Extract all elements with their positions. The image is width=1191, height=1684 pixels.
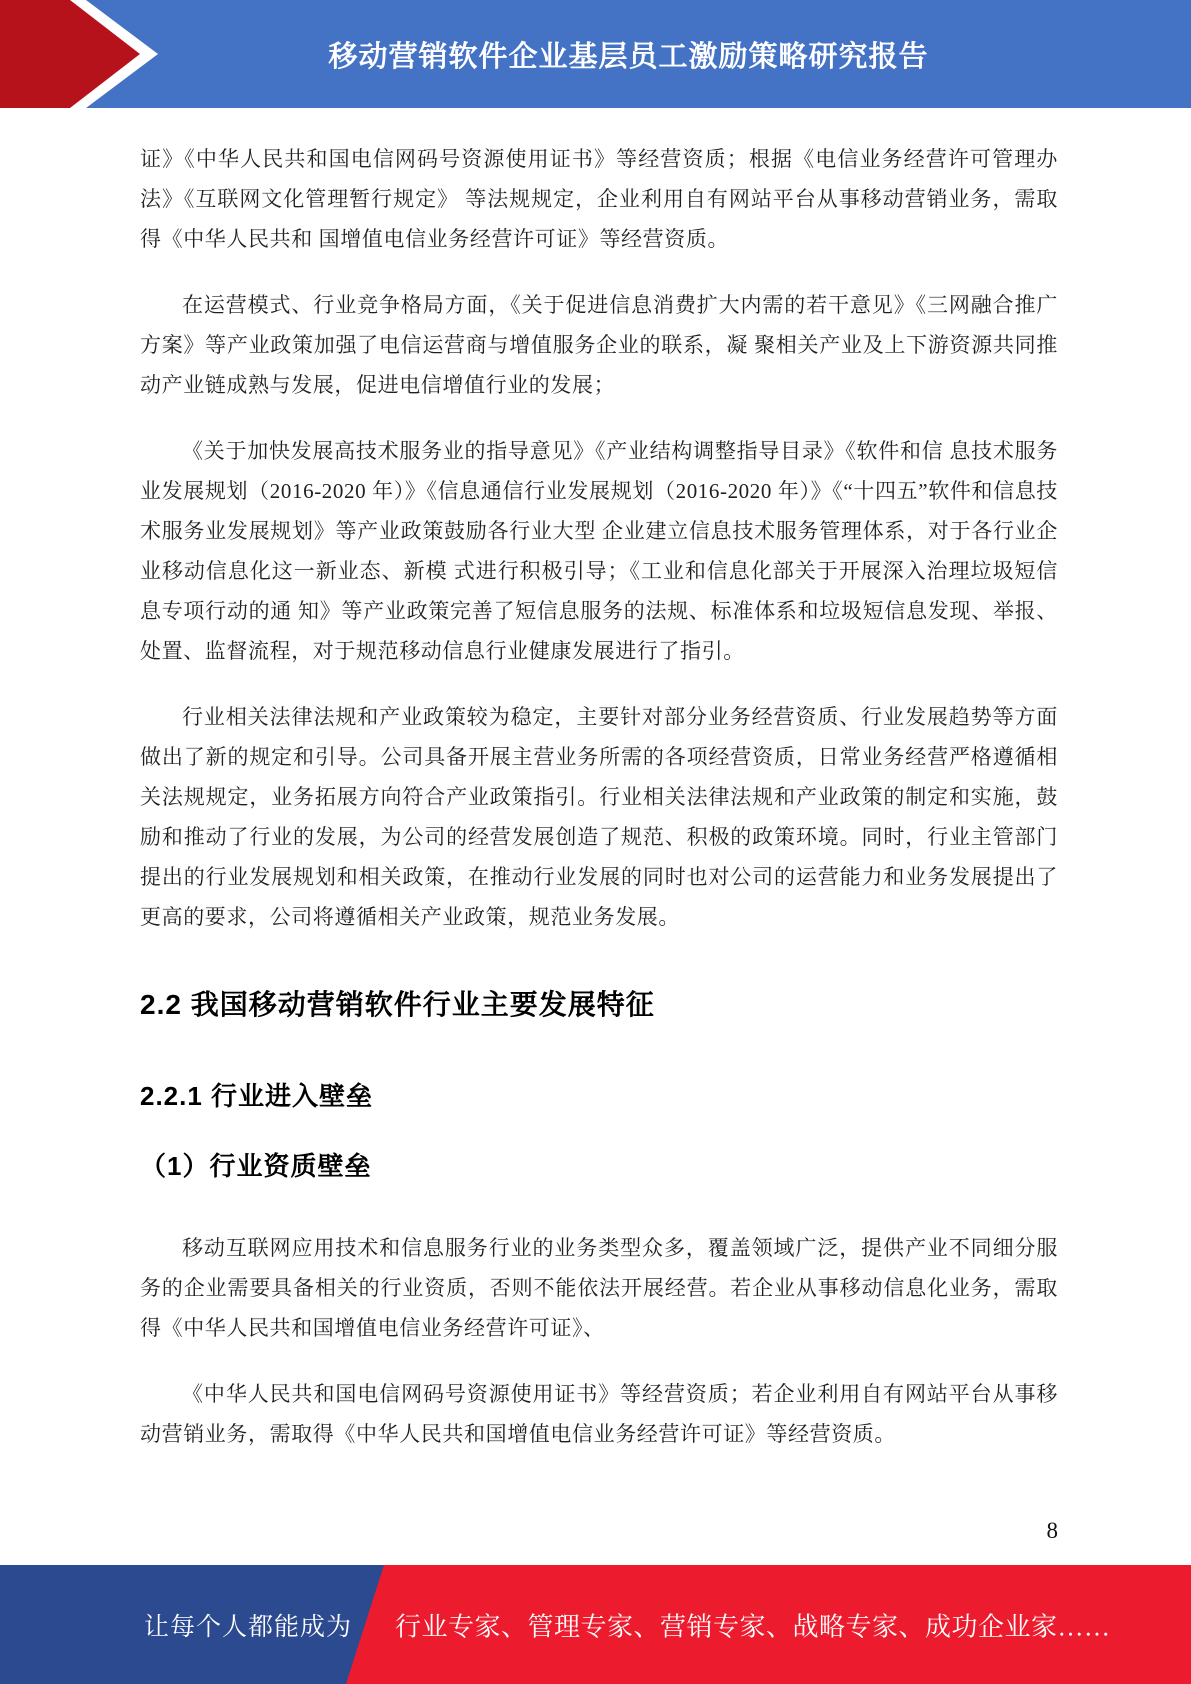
paragraph-mobile-internet-services: 移动互联网应用技术和信息服务行业的业务类型众多，覆盖领域广泛，提供产业不同细分服务的企业需要具备相关的行业资质，否则不能依法开展经营。若企业从事移动信息化业务，需取得《中华人民共和国增值电信业务经营许可证》、 — [140, 1236, 1058, 1340]
paragraph-operating-model: 在运营模式、行业竞争格局方面，《关于促进信息消费扩大内需的若干意见》《三网融合推广方案》等产业政策加强了电信运营商与增值服务企业的联系，凝 聚相关产业及上下游资源共同推动产业链成熟与发展，促进电信增值行业的发展； — [140, 293, 1058, 397]
report-title: 移动营销软件企业基层员工激励策略研究报告 — [328, 40, 929, 73]
page-number: 8 — [1046, 1518, 1058, 1543]
page-header-banner — [0, 0, 1191, 108]
footer-slogan-right: 行业专家、管理专家、营销专家、战略专家、成功企业家…… — [395, 1612, 1111, 1641]
paragraph-laws-stability: 行业相关法律法规和产业政策较为稳定，主要针对部分业务经营资质、行业发展趋势等方面做出了新的规定和引导。公司具备开展主营业务所需的各项经营资质，日常业务经营严格遵循相关法规规定，业务拓展方向符合产业政策指引。行业相关法律法规和产业政策的制定和实施，鼓励和推动了行业的发展，为公司的经营发展创造了规范、积极的政策环境。同时，行业主管部门提出的行业发展规划和相关政策，在推动行业发展的同时也对公司的运营能力和业务发展提出了更高的要求，公司将遵循相关产业政策，规范业务发展。 — [140, 705, 1058, 929]
section-heading-2-2-1: 2.2.1 行业进入壁垒 — [140, 1081, 374, 1111]
paragraph-industry-policies: 《关于加快发展高技术服务业的指导意见》《产业结构调整指导目录》《软件和信 息技术服务业发展规划（2016-2020 年）》《信息通信行业发展规划（2016-2020 年）》《“十四五”软件和信息技术服务业发展规划》等产业政策鼓励各行业大型 企业建立信息技术服务管理体系，对于各行业企业移动信息化这一新业态、新模 式进行积极引导；《工业和信息化部关于开展深入治理垃圾短信息专项行动的通 知》等产业政策完善了短信息服务的法规、标准体系和垃圾短信息发现、举报、 处置、监督流程，对于规范移动信息行业健康发展进行了指引。 — [140, 439, 1058, 663]
paragraph-qualifications: 证》《中华人民共和国电信网码号资源使用证书》等经营资质；根据《电信业务经营许可管理办法》《互联网文化管理暂行规定》 等法规规定，企业利用自有网站平台从事移动营销业务，需取得《中华人民共和 国增值电信业务经营许可证》等经营资质。 — [140, 147, 1058, 251]
footer-slogan-left: 让每个人都能成为 — [144, 1613, 353, 1641]
page-footer — [0, 1565, 1191, 1684]
paragraph-certificates: 《中华人民共和国电信网码号资源使用证书》等经营资质；若企业利用自有网站平台从事移动营销业务，需取得《中华人民共和国增值电信业务经营许可证》等经营资质。 — [140, 1382, 1058, 1446]
section-heading-2-2: 2.2 我国移动营销软件行业主要发展特征 — [140, 989, 655, 1020]
page-body — [0, 108, 1191, 1565]
subsection-heading-qualification-barrier: （1）行业资质壁垒 — [140, 1151, 372, 1181]
